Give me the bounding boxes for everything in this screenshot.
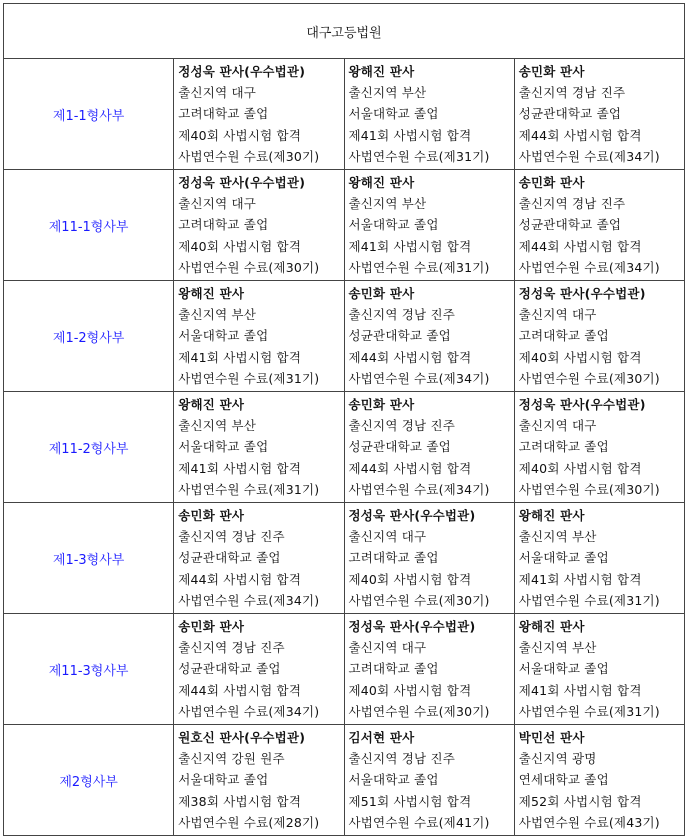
judge-name: 왕해진 판사 [178,286,245,301]
judge-origin: 출신지역 강원 원주 [178,751,285,767]
judge-bar-exam: 제51회 사법시험 합격 [348,793,472,809]
judge-name: 원호신 판사(우수법관) [178,730,306,745]
judge-training-institute: 사법연수원 수료(제28기) [178,814,320,830]
title-row [4,4,685,59]
judge-bar-exam: 제44회 사법시험 합격 [348,349,472,365]
judge-school: 서울대학교 졸업 [518,661,609,677]
judge-school: 성균관대학교 졸업 [348,328,451,344]
judge-origin: 출신지역 경남 진주 [348,307,456,323]
judge-bar-exam: 제41회 사법시험 합격 [348,127,472,143]
judge-training-institute: 사법연수원 수료(제31기) [178,370,320,386]
judge-name: 송민화 판사 [518,175,585,190]
judge-school: 성균관대학교 졸업 [518,217,622,233]
judge-bar-exam: 제40회 사법시험 합격 [518,349,642,365]
judge-school: 성균관대학교 졸업 [348,439,451,455]
judge-card [174,503,344,614]
judge-school: 성균관대학교 졸업 [178,661,281,677]
judge-school: 연세대학교 졸업 [518,772,609,788]
judge-name: 왕해진 판사 [348,175,415,190]
judge-origin: 출신지역 광명 [518,751,597,767]
judge-name: 정성욱 판사(우수법관) [178,64,306,79]
judge-school: 서울대학교 졸업 [178,439,269,455]
judge-card [344,281,514,392]
judge-training-institute: 사법연수원 수료(제31기) [178,481,320,497]
judge-name: 정성욱 판사(우수법관) [178,175,306,190]
judge-card [344,503,514,614]
judge-school: 서울대학교 졸업 [348,217,439,233]
judge-origin: 출신지역 부산 [518,640,597,656]
judge-bar-exam: 제38회 사법시험 합격 [178,793,302,809]
judge-bar-exam: 제40회 사법시험 합격 [178,127,302,143]
judge-bar-exam: 제41회 사법시험 합격 [178,460,302,476]
judge-card [344,614,514,725]
table-body [4,4,685,836]
judge-name: 송민화 판사 [348,397,415,412]
judge-training-institute: 사법연수원 수료(제31기) [518,592,660,608]
judge-card [174,392,344,503]
judge-card [514,170,684,281]
judge-training-institute: 사법연수원 수료(제31기) [348,148,490,164]
division-name: 제2형사부 [4,725,174,836]
judge-name: 왕해진 판사 [178,397,245,412]
judge-name: 송민화 판사 [178,508,245,523]
judge-card [344,392,514,503]
judge-origin: 출신지역 대구 [348,640,427,656]
court-roster-table [3,3,685,836]
judge-card [514,392,684,503]
judge-training-institute: 사법연수원 수료(제31기) [518,703,660,719]
judge-bar-exam: 제44회 사법시험 합격 [178,571,302,587]
judge-origin: 출신지역 대구 [518,418,597,434]
judge-origin: 출신지역 경남 진주 [178,529,285,545]
judge-bar-exam: 제44회 사법시험 합격 [178,682,302,698]
judge-name: 왕해진 판사 [348,64,415,79]
judge-training-institute: 사법연수원 수료(제30기) [348,703,490,719]
division-name: 제11-3형사부 [4,614,174,725]
judge-training-institute: 사법연수원 수료(제34기) [348,370,490,386]
judge-card [344,170,514,281]
judge-origin: 출신지역 경남 진주 [518,85,626,101]
judge-origin: 출신지역 경남 진주 [348,418,456,434]
judge-origin: 출신지역 경남 진주 [348,751,456,767]
court-title: 대구고등법원 [4,4,685,59]
judge-school: 서울대학교 졸업 [518,550,609,566]
judge-bar-exam: 제41회 사법시험 합격 [178,349,302,365]
judge-card [344,725,514,836]
judge-school: 고려대학교 졸업 [178,217,269,233]
division-row [4,614,685,725]
judge-training-institute: 사법연수원 수료(제30기) [178,259,320,275]
judge-training-institute: 사법연수원 수료(제31기) [348,259,490,275]
judge-name: 김서현 판사 [348,730,415,745]
judge-bar-exam: 제52회 사법시험 합격 [518,793,642,809]
judge-card [174,59,344,170]
judge-origin: 출신지역 부산 [348,85,427,101]
judge-origin: 출신지역 대구 [518,307,597,323]
judge-card [174,281,344,392]
judge-name: 송민화 판사 [178,619,245,634]
judge-origin: 출신지역 부산 [178,307,257,323]
judge-training-institute: 사법연수원 수료(제34기) [518,148,660,164]
judge-training-institute: 사법연수원 수료(제34기) [178,703,320,719]
judge-card [514,503,684,614]
division-name: 제11-2형사부 [4,392,174,503]
judge-bar-exam: 제40회 사법시험 합격 [348,571,472,587]
judge-name: 왕해진 판사 [518,508,585,523]
judge-origin: 출신지역 대구 [178,196,257,212]
division-row [4,725,685,836]
judge-bar-exam: 제41회 사법시험 합격 [518,571,642,587]
division-name: 제1-1형사부 [4,59,174,170]
judge-school: 서울대학교 졸업 [348,772,439,788]
judge-school: 고려대학교 졸업 [518,439,609,455]
division-name: 제1-2형사부 [4,281,174,392]
judge-training-institute: 사법연수원 수료(제30기) [348,592,490,608]
division-name: 제1-3형사부 [4,503,174,614]
judge-bar-exam: 제41회 사법시험 합격 [518,682,642,698]
judge-training-institute: 사법연수원 수료(제30기) [518,481,660,497]
judge-origin: 출신지역 부산 [348,196,427,212]
judge-origin: 출신지역 경남 진주 [178,640,285,656]
judge-bar-exam: 제41회 사법시험 합격 [348,238,472,254]
judge-origin: 출신지역 부산 [518,529,597,545]
judge-training-institute: 사법연수원 수료(제30기) [178,148,320,164]
judge-card [174,725,344,836]
judge-card [514,59,684,170]
judge-card [344,59,514,170]
division-name: 제11-1형사부 [4,170,174,281]
judge-name: 정성욱 판사(우수법관) [518,397,646,412]
judge-training-institute: 사법연수원 수료(제34기) [348,481,490,497]
division-row [4,170,685,281]
judge-school: 고려대학교 졸업 [518,328,609,344]
division-row [4,281,685,392]
judge-training-institute: 사법연수원 수료(제30기) [518,370,660,386]
judge-bar-exam: 제40회 사법시험 합격 [348,682,472,698]
judge-name: 왕해진 판사 [518,619,585,634]
judge-bar-exam: 제44회 사법시험 합격 [348,460,472,476]
judge-bar-exam: 제44회 사법시험 합격 [518,127,642,143]
judge-card [514,725,684,836]
judge-origin: 출신지역 대구 [348,529,427,545]
judge-training-institute: 사법연수원 수료(제34기) [178,592,320,608]
judge-card [174,614,344,725]
judge-card [514,614,684,725]
judge-training-institute: 사법연수원 수료(제41기) [348,814,490,830]
judge-name: 박민선 판사 [518,730,585,745]
judge-training-institute: 사법연수원 수료(제34기) [518,259,660,275]
division-row [4,59,685,170]
judge-origin: 출신지역 경남 진주 [518,196,626,212]
judge-name: 정성욱 판사(우수법관) [348,508,476,523]
division-row [4,503,685,614]
judge-origin: 출신지역 부산 [178,418,257,434]
judge-school: 성균관대학교 졸업 [518,106,622,122]
judge-bar-exam: 제44회 사법시험 합격 [518,238,642,254]
judge-name: 송민화 판사 [348,286,415,301]
judge-school: 고려대학교 졸업 [178,106,269,122]
judge-bar-exam: 제40회 사법시험 합격 [518,460,642,476]
judge-bar-exam: 제40회 사법시험 합격 [178,238,302,254]
judge-name: 송민화 판사 [518,64,585,79]
judge-school: 고려대학교 졸업 [348,661,439,677]
judge-school: 서울대학교 졸업 [348,106,439,122]
judge-card [174,170,344,281]
division-row [4,392,685,503]
judge-name: 정성욱 판사(우수법관) [348,619,476,634]
judge-training-institute: 사법연수원 수료(제43기) [518,814,660,830]
judge-school: 서울대학교 졸업 [178,772,269,788]
judge-school: 서울대학교 졸업 [178,328,269,344]
judge-school: 고려대학교 졸업 [348,550,439,566]
judge-school: 성균관대학교 졸업 [178,550,281,566]
judge-name: 정성욱 판사(우수법관) [518,286,646,301]
judge-origin: 출신지역 대구 [178,85,257,101]
judge-card [514,281,684,392]
